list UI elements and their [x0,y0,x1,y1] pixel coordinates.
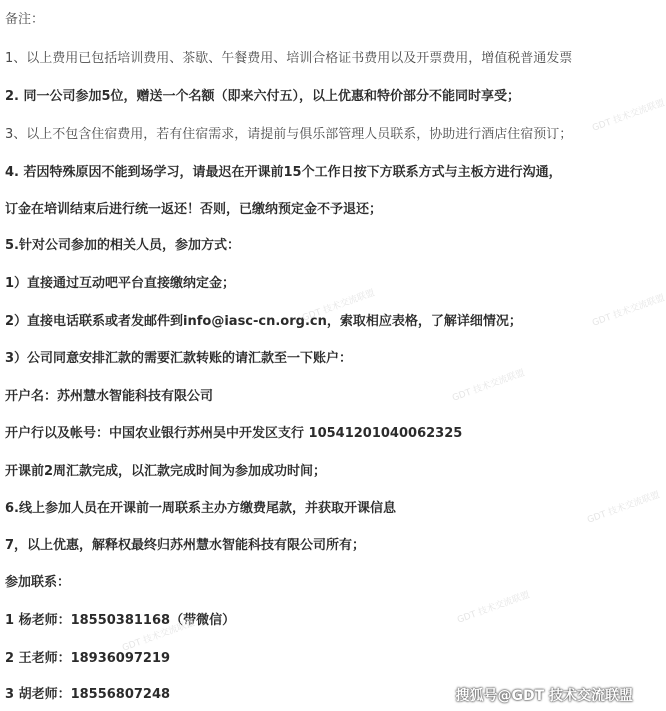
note-item-7: 7，以上优惠，解释权最终归苏州慧水智能科技有限公司所有； [5,538,366,553]
watermark-text: GDT 技术交流联盟 [456,590,532,626]
account-name: 开户名：苏州慧水智能科技有限公司 [5,389,214,404]
watermark-text: GDT 技术交流联盟 [121,618,197,654]
contact-1: 1 杨老师：18550381168（带微信） [5,613,236,628]
bank-account: 开户行以及帐号：中国农业银行苏州吴中开发区支行 10541201040062325 [5,426,463,441]
method-1: 1）直接通过互动吧平台直接缴纳定金； [5,276,236,291]
contact-2: 2 王老师：18936097219 [5,651,171,666]
contact-3: 3 胡老师：18556807248 [5,687,171,702]
note-item-4: 4. 若因特殊原因不能到场学习，请最迟在开课前15个工作日按下方联系方式与主板方进行沟通， [5,165,562,180]
watermark-text: GDT 技术交流联盟 [591,98,666,134]
note-item-5: 5.针对公司参加的相关人员，参加方式： [5,238,240,253]
note-item-1: 1、以上费用已包括培训费用、茶歇、午餐费用、培训合格证书费用以及开票费用，增值税普通发票 [5,51,573,66]
watermark-text: GDT 技术交流联盟 [591,293,666,329]
method-2: 2）直接电话联系或者发邮件到info@iasc-cn.org.cn，索取相应表格，了解详细情况； [5,314,522,329]
footer-watermark: 搜狐号@GDT 技术交流联盟 [455,688,633,704]
payment-deadline: 开课前2周汇款完成，以汇款完成时间为参加成功时间； [5,464,327,479]
note-item-6: 6.线上参加人员在开课前一周联系主办方缴费尾款，并获取开课信息 [5,501,396,516]
watermark-text: GDT 技术交流联盟 [451,368,527,404]
notes-heading: 备注： [5,12,45,27]
note-item-3: 3、以上不包含住宿费用，若有住宿需求，请提前与俱乐部管理人员联系，协助进行酒店住宿预订； [5,127,573,142]
watermark-text: GDT 技术交流联盟 [301,288,377,324]
note-item-2: 2. 同一公司参加5位，赠送一个名额（即来六付五），以上优惠和特价部分不能同时享受； [5,89,521,104]
contacts-heading: 参加联系： [5,575,71,590]
note-item-4-continued: 订金在培训结束后进行统一返还！否则，已缴纳预定金不予退还； [5,202,383,217]
method-3: 3）公司同意安排汇款的需要汇款转账的请汇款至一下账户： [5,351,353,366]
watermark-text: GDT 技术交流联盟 [586,490,662,526]
